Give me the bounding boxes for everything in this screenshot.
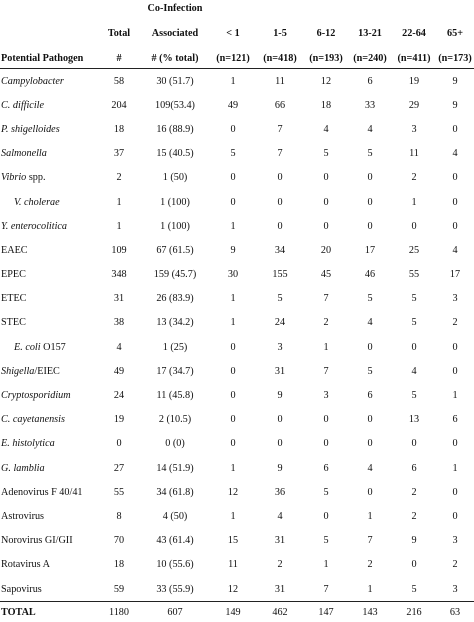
table-cell: 58 (98, 69, 140, 94)
table-cell: 1 (210, 69, 256, 94)
table-cell: 0 (210, 117, 256, 141)
table-cell: 3 (436, 287, 474, 311)
table-cell: 31 (256, 577, 304, 602)
table-cell: 1 (210, 456, 256, 480)
table-cell: 159 (45.7) (140, 263, 210, 287)
table-cell: 4 (436, 238, 474, 262)
pathogen-name (0, 408, 98, 432)
table-cell: 0 (210, 335, 256, 359)
table-cell: 1 (210, 504, 256, 528)
header-row3-col-2: # (% total) (140, 41, 210, 69)
pathogen-name (0, 504, 98, 528)
pathogen-name-italic: V. cholerae (14, 197, 60, 208)
table-cell: 20 (304, 238, 348, 262)
total-cell: 143 (348, 602, 392, 622)
pathogen-name (0, 214, 98, 238)
table-cell: 0 (436, 480, 474, 504)
table-cell: 109(53.4) (140, 93, 210, 117)
table-cell: 8 (98, 504, 140, 528)
pathogen-name-text: spp. (26, 172, 45, 183)
table-cell: 2 (392, 480, 436, 504)
table-cell: 5 (210, 142, 256, 166)
table-cell: 5 (348, 287, 392, 311)
table-cell: 4 (436, 142, 474, 166)
table-cell: 7 (304, 287, 348, 311)
table-cell: 0 (304, 166, 348, 190)
total-label: TOTAL (0, 602, 98, 622)
header-row2-col-0 (0, 16, 98, 41)
table-cell: 16 (88.9) (140, 117, 210, 141)
table-row (0, 142, 474, 166)
table-row (0, 383, 474, 407)
total-cell: 462 (256, 602, 304, 622)
table-cell: 5 (392, 577, 436, 602)
table-cell: 1 (304, 335, 348, 359)
table-cell: 1 (210, 214, 256, 238)
table-cell: 1 (304, 553, 348, 577)
pathogen-name-text: STEC (1, 317, 26, 328)
table-cell: 55 (98, 480, 140, 504)
table-cell: 5 (304, 480, 348, 504)
table-cell: 19 (98, 408, 140, 432)
table-row (0, 480, 474, 504)
table-cell: 0 (436, 335, 474, 359)
table-cell: 4 (392, 359, 436, 383)
table-cell: 33 (55.9) (140, 577, 210, 602)
header-row2-col-3: < 1 (210, 16, 256, 41)
pathogen-name (0, 263, 98, 287)
total-cell: 216 (392, 602, 436, 622)
table-row (0, 214, 474, 238)
table-cell: 2 (436, 311, 474, 335)
table-cell: 9 (256, 456, 304, 480)
table-cell: 1 (436, 383, 474, 407)
table-cell: 0 (256, 190, 304, 214)
table-cell: 12 (210, 577, 256, 602)
table-cell: 0 (348, 166, 392, 190)
table-cell: 36 (256, 480, 304, 504)
table-cell: 31 (256, 529, 304, 553)
table-cell: 1 (100) (140, 190, 210, 214)
table-cell: 34 (61.8) (140, 480, 210, 504)
table-cell: 12 (304, 69, 348, 94)
header-row2-col-4: 1-5 (256, 16, 304, 41)
header-row3-col-1: # (98, 41, 140, 69)
table-cell: 348 (98, 263, 140, 287)
total-cell: 149 (210, 602, 256, 622)
table-cell: 34 (256, 238, 304, 262)
table-row (0, 456, 474, 480)
table-cell: 9 (436, 93, 474, 117)
table-cell: 0 (392, 214, 436, 238)
table-cell: 37 (98, 142, 140, 166)
pathogen-name-text: /EIEC (34, 366, 59, 377)
table-cell: 1 (436, 456, 474, 480)
table-cell: 9 (210, 238, 256, 262)
pathogen-name-text: Astrovirus (1, 511, 44, 522)
table-cell: 2 (392, 504, 436, 528)
table-cell: 0 (210, 190, 256, 214)
table-cell: 33 (348, 93, 392, 117)
pathogen-name (0, 432, 98, 456)
table-cell: 1 (25) (140, 335, 210, 359)
table-cell: 49 (98, 359, 140, 383)
table-cell: 38 (98, 311, 140, 335)
table-row (0, 93, 474, 117)
table-cell: 15 (210, 529, 256, 553)
table-cell: 26 (83.9) (140, 287, 210, 311)
table-cell: 0 (348, 432, 392, 456)
table-header (0, 0, 474, 69)
table-cell: 155 (256, 263, 304, 287)
table-cell: 4 (348, 311, 392, 335)
table-row (0, 263, 474, 287)
header-row3-col-7: (n=411) (392, 41, 436, 69)
pathogen-name-italic: Vibrio (1, 172, 26, 183)
table-cell: 0 (256, 214, 304, 238)
header-row2-col-8: 65+ (436, 16, 474, 41)
table-cell: 0 (348, 480, 392, 504)
table-cell: 4 (256, 504, 304, 528)
table-cell: 1 (210, 311, 256, 335)
pathogen-name-text: EAEC (1, 245, 28, 256)
table-cell: 15 (40.5) (140, 142, 210, 166)
table-cell: 0 (348, 335, 392, 359)
pathogen-name-italic: E. histolytica (1, 438, 55, 449)
table-cell: 7 (348, 529, 392, 553)
table-cell: 5 (392, 311, 436, 335)
table-cell: 17 (348, 238, 392, 262)
table-body (0, 69, 474, 622)
table-cell: 1 (100) (140, 214, 210, 238)
pathogen-name-text: EPEC (1, 269, 26, 280)
table-cell: 18 (98, 117, 140, 141)
header-row3-col-8: (n=173) (436, 41, 474, 69)
table-cell: 30 (51.7) (140, 69, 210, 94)
table-cell: 4 (50) (140, 504, 210, 528)
pathogen-name-text: Rotavirus A (1, 559, 50, 570)
pathogen-name (0, 456, 98, 480)
table-cell: 17 (436, 263, 474, 287)
table-cell: 10 (55.6) (140, 553, 210, 577)
table-cell: 5 (348, 142, 392, 166)
header-row2-col-7: 22-64 (392, 16, 436, 41)
header-spacer (0, 0, 98, 16)
table-cell: 9 (256, 383, 304, 407)
total-cell: 147 (304, 602, 348, 622)
header-row2-col-2: Associated (140, 16, 210, 41)
table-cell: 11 (210, 553, 256, 577)
table-cell: 0 (436, 432, 474, 456)
pathogen-name (0, 529, 98, 553)
table-cell: 70 (98, 529, 140, 553)
table-cell: 3 (392, 117, 436, 141)
table-cell: 0 (436, 166, 474, 190)
table-cell: 12 (210, 480, 256, 504)
table-cell: 13 (34.2) (140, 311, 210, 335)
table-cell: 0 (256, 166, 304, 190)
pathogen-name-text: Sapovirus (1, 584, 42, 595)
header-row3-col-0: Potential Pathogen (0, 41, 98, 69)
table-cell: 18 (304, 93, 348, 117)
pathogen-name (0, 238, 98, 262)
pathogen-name (0, 359, 98, 383)
header-row2-col-1: Total (98, 16, 140, 41)
table-cell: 0 (436, 117, 474, 141)
table-cell: 6 (392, 456, 436, 480)
table-cell: 0 (98, 432, 140, 456)
pathogen-name (0, 190, 98, 214)
table-cell: 2 (256, 553, 304, 577)
total-cell: 607 (140, 602, 210, 622)
pathogen-name-italic: C. cayetanensis (1, 414, 65, 425)
table-cell: 2 (10.5) (140, 408, 210, 432)
table-cell: 0 (348, 190, 392, 214)
table-cell: 0 (436, 359, 474, 383)
table-cell: 66 (256, 93, 304, 117)
table-cell: 7 (304, 577, 348, 602)
header-row3-col-4: (n=418) (256, 41, 304, 69)
pathogen-name (0, 117, 98, 141)
table-cell: 4 (348, 117, 392, 141)
table-cell: 24 (256, 311, 304, 335)
table-row (0, 335, 474, 359)
table-cell: 0 (348, 408, 392, 432)
table-cell: 0 (304, 408, 348, 432)
table-cell: 1 (98, 214, 140, 238)
table-cell: 0 (256, 408, 304, 432)
table-cell: 0 (0) (140, 432, 210, 456)
table-cell: 1 (392, 190, 436, 214)
pathogen-name (0, 69, 98, 94)
pathogen-name-italic: P. shigelloides (1, 124, 60, 135)
pathogen-name-italic: Campylobacter (1, 76, 64, 87)
table-cell: 2 (98, 166, 140, 190)
table-cell: 5 (256, 287, 304, 311)
table-cell: 25 (392, 238, 436, 262)
table-cell: 6 (348, 69, 392, 94)
table-cell: 7 (304, 359, 348, 383)
table-cell: 45 (304, 263, 348, 287)
table-cell: 204 (98, 93, 140, 117)
table-cell: 3 (304, 383, 348, 407)
table-cell: 2 (392, 166, 436, 190)
table-cell: 5 (304, 529, 348, 553)
pathogen-name-text: Norovirus GI/GII (1, 535, 73, 546)
table-cell: 55 (392, 263, 436, 287)
table-cell: 5 (304, 142, 348, 166)
pathogen-name-text: ETEC (1, 293, 26, 304)
pathogen-name (0, 287, 98, 311)
table-cell: 0 (392, 432, 436, 456)
pathogen-name (0, 93, 98, 117)
table-cell: 0 (304, 504, 348, 528)
table-cell: 109 (98, 238, 140, 262)
table-cell: 2 (304, 311, 348, 335)
table-cell: 2 (436, 553, 474, 577)
table-cell: 9 (392, 529, 436, 553)
table-cell: 0 (210, 408, 256, 432)
table-cell: 4 (348, 456, 392, 480)
table-cell: 1 (98, 190, 140, 214)
table-row (0, 238, 474, 262)
table-cell: 11 (392, 142, 436, 166)
table-cell: 30 (210, 263, 256, 287)
table-cell: 0 (304, 214, 348, 238)
pathogen-name-italic: G. lamblia (1, 463, 45, 474)
table-cell: 0 (304, 190, 348, 214)
table-cell: 6 (436, 408, 474, 432)
header-row3-col-6: (n=240) (348, 41, 392, 69)
table-cell: 0 (436, 504, 474, 528)
table-row (0, 529, 474, 553)
table-cell: 24 (98, 383, 140, 407)
table-row (0, 577, 474, 602)
pathogen-name-italic: Salmonella (1, 148, 47, 159)
table-cell: 0 (210, 166, 256, 190)
table-cell: 46 (348, 263, 392, 287)
pathogen-name (0, 311, 98, 335)
table-row (0, 117, 474, 141)
table-cell: 9 (436, 69, 474, 94)
pathogen-name (0, 577, 98, 602)
table-cell: 5 (348, 359, 392, 383)
table-cell: 5 (392, 383, 436, 407)
pathogen-name-text: O157 (41, 342, 66, 353)
table-row (0, 359, 474, 383)
table-cell: 29 (392, 93, 436, 117)
table-cell: 18 (98, 553, 140, 577)
pathogen-name-text: Adenovirus F 40/41 (1, 487, 83, 498)
table-row (0, 553, 474, 577)
table-cell: 6 (348, 383, 392, 407)
table-row (0, 166, 474, 190)
table-cell: 1 (210, 287, 256, 311)
table-cell: 0 (210, 383, 256, 407)
table-cell: 0 (436, 214, 474, 238)
total-cell: 1180 (98, 602, 140, 622)
table-cell: 4 (304, 117, 348, 141)
pathogen-name (0, 480, 98, 504)
table-cell: 0 (210, 359, 256, 383)
table-cell: 31 (256, 359, 304, 383)
coinfection-group-label: Co-Infection (140, 0, 210, 16)
table-cell: 2 (348, 553, 392, 577)
table-cell: 13 (392, 408, 436, 432)
table-cell: 17 (34.7) (140, 359, 210, 383)
pathogen-name-italic: C. difficile (1, 100, 44, 111)
table-cell: 0 (256, 432, 304, 456)
total-row (0, 602, 474, 622)
pathogen-name (0, 142, 98, 166)
table-cell: 4 (98, 335, 140, 359)
total-cell: 63 (436, 602, 474, 622)
pathogen-name (0, 166, 98, 190)
header-row3-col-5: (n=193) (304, 41, 348, 69)
table-cell: 59 (98, 577, 140, 602)
table-cell: 11 (256, 69, 304, 94)
table-cell: 1 (348, 504, 392, 528)
table-cell: 7 (256, 142, 304, 166)
header-row2-col-6: 13-21 (348, 16, 392, 41)
pathogen-name (0, 335, 98, 359)
table-cell: 0 (392, 553, 436, 577)
table-row (0, 287, 474, 311)
pathogen-name (0, 383, 98, 407)
table-cell: 0 (348, 214, 392, 238)
header-spacer (98, 0, 140, 16)
table-row (0, 190, 474, 214)
table-cell: 3 (436, 577, 474, 602)
table-cell: 3 (256, 335, 304, 359)
table-row (0, 408, 474, 432)
pathogen-name-italic: Cryptosporidium (1, 390, 71, 401)
table-cell: 11 (45.8) (140, 383, 210, 407)
table-cell: 6 (304, 456, 348, 480)
table-row (0, 69, 474, 94)
table-cell: 1 (348, 577, 392, 602)
table-cell: 19 (392, 69, 436, 94)
pathogen-name-italic: Y. enterocolitica (1, 221, 67, 232)
table-cell: 31 (98, 287, 140, 311)
header-row3-col-3: (n=121) (210, 41, 256, 69)
table-cell: 7 (256, 117, 304, 141)
pathogen-name-italic: E. coli (14, 342, 41, 353)
table-cell: 0 (210, 432, 256, 456)
table-cell: 14 (51.9) (140, 456, 210, 480)
table-cell: 3 (436, 529, 474, 553)
pathogen-name-italic: Shigella (1, 366, 34, 377)
table-cell: 0 (392, 335, 436, 359)
table-cell: 43 (61.4) (140, 529, 210, 553)
table-cell: 0 (304, 432, 348, 456)
table-cell: 1 (50) (140, 166, 210, 190)
table-cell: 67 (61.5) (140, 238, 210, 262)
pathogen-name (0, 553, 98, 577)
table-cell: 49 (210, 93, 256, 117)
header-row2-col-5: 6-12 (304, 16, 348, 41)
table-cell: 27 (98, 456, 140, 480)
table-row (0, 311, 474, 335)
table-row (0, 432, 474, 456)
table-cell: 5 (392, 287, 436, 311)
table-row (0, 504, 474, 528)
table-cell: 0 (436, 190, 474, 214)
